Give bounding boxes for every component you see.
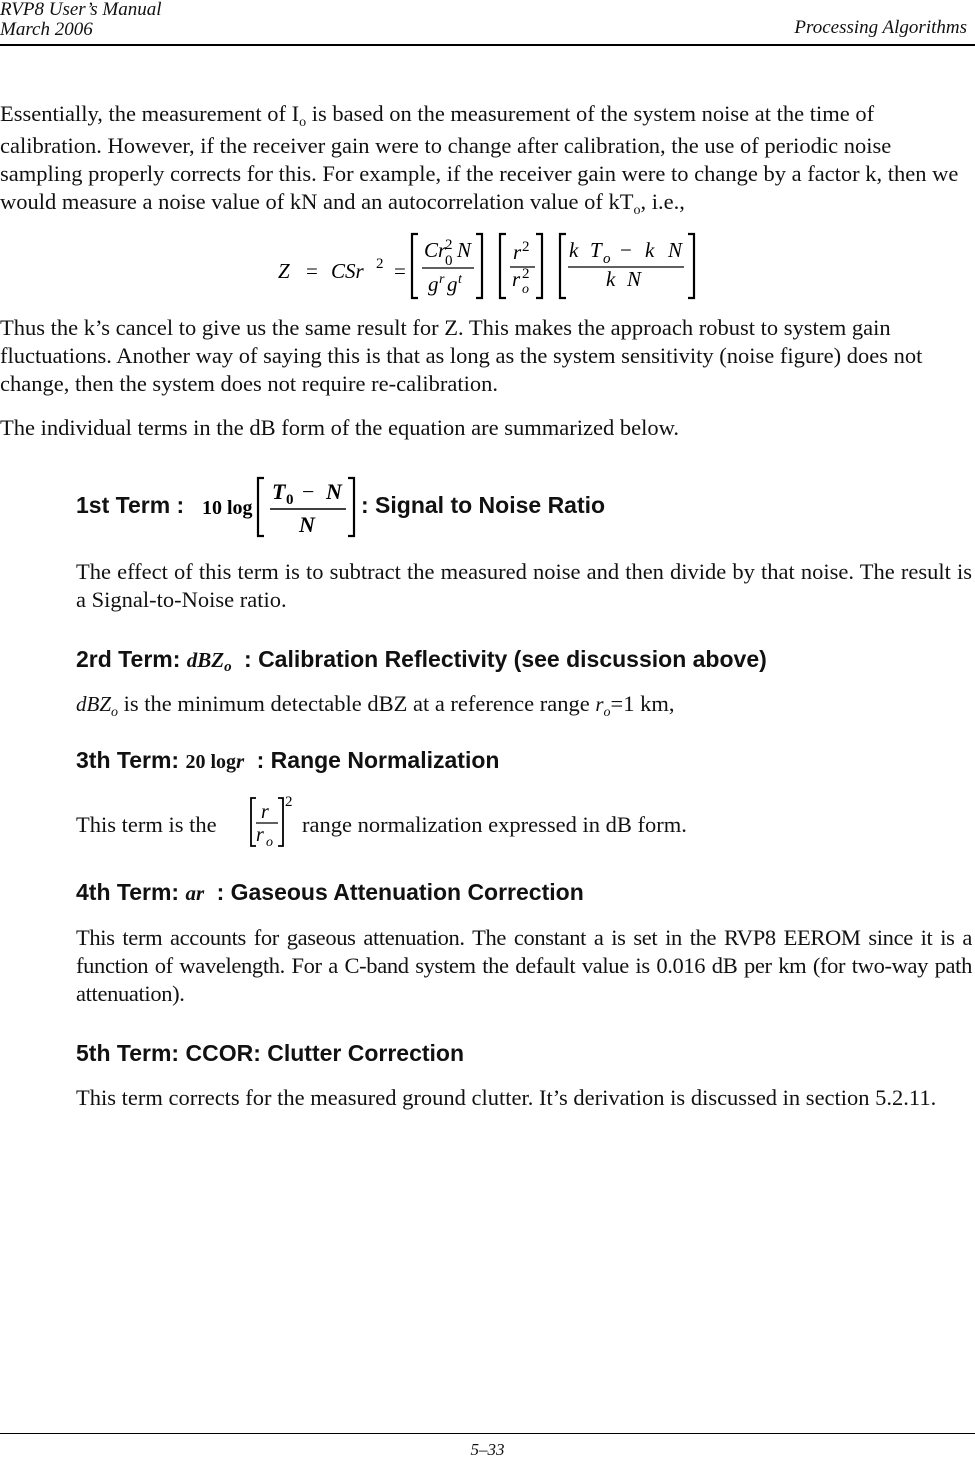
term-1-title: : Signal to Noise Ratio (361, 492, 606, 518)
header-rule (0, 44, 975, 46)
term-3-fraction (244, 790, 298, 852)
eq-t: t (458, 272, 462, 287)
bracket (412, 234, 418, 298)
section-title: Processing Algorithms (794, 17, 967, 38)
bracket (258, 478, 264, 536)
eq-z: Z (278, 259, 290, 283)
term-2-body: dBZ$_o$ is the minimum detectable dBZ at a reference range $r_o=1$ km, (76, 691, 675, 720)
eq-sup: 2 (522, 239, 530, 255)
eq-minus: − (620, 238, 632, 262)
eq-sub: 0 (445, 253, 453, 269)
term-1-heading: 1st Term : (76, 492, 185, 518)
eq-g2: g (447, 272, 458, 296)
eq-r: r (512, 267, 521, 291)
eq-sup: 2 (522, 266, 530, 282)
eq-k: k (645, 238, 655, 262)
t1-t: T (272, 479, 286, 504)
eq-sub: o (603, 251, 611, 267)
term-3-body-b: range normalization expressed in dB form. (302, 812, 687, 837)
eq-k: k (569, 238, 579, 262)
eq-r: r (439, 272, 445, 287)
eq-csr: CSr (331, 259, 364, 283)
bracket (536, 234, 542, 298)
manual-title: RVP8 User’s Manual (0, 0, 162, 20)
bracket (500, 234, 506, 298)
term-3-body-a: This term is the (76, 812, 217, 837)
t3-num: r (261, 801, 269, 823)
eq-t: T (590, 238, 602, 262)
bracket (476, 234, 482, 298)
term-4-heading: 4th Term: ar : Gaseous Attenuation Correction (76, 879, 584, 905)
bracket (688, 234, 694, 298)
eq-n: N (668, 238, 683, 262)
eq-g: g (428, 272, 439, 296)
eq-sub: o (522, 282, 529, 297)
t1-n: N (326, 479, 342, 504)
bracket (560, 234, 566, 298)
t1-den: N (299, 512, 315, 537)
bracket (348, 478, 354, 536)
t3-den-sub: o (266, 835, 273, 850)
bracket (278, 798, 283, 846)
eq-cr: Cr (424, 238, 447, 262)
intro-paragraph-1: Essentially, the measurement of $I_o$ is based on the measurement of the system noise at the time of calibration. However, if the receiver gain were to change after calibration, the use of periodic noise sampling properly corrects for this. For example, if the receiver gain were to change by a factor k, then we would measure a noise value of kN and an autocorrelation value of $kT_o$, i.e., (0, 101, 959, 218)
eq-n: N (627, 267, 642, 291)
t1-coef: 10 log (202, 497, 253, 519)
eq-sup: 2 (445, 237, 453, 253)
term-1-body: The effect of this term is to subtract the measured noise and then divide by that noise. The result is a Signal-to-Noise ratio. (76, 559, 972, 612)
t3-den: r (256, 824, 264, 846)
manual-date: March 2006 (0, 19, 93, 40)
intro-paragraph-2: Thus the k’s cancel to give us the same result for Z. This makes the approach robust to system gain fluctuations. Another way of saying this is that as long as the system sensitivity (noise figure) does not change, then the system does not require re-calibration. (0, 315, 923, 396)
term-2-heading: 2rd Term: dBZo : Calibration Reflectivity (see discussion above) (76, 646, 767, 675)
footer-rule (0, 1433, 975, 1434)
eq-n: N (457, 238, 472, 262)
term-1-formula (198, 474, 364, 540)
term-3-heading: 3th Term: 20 logr : Range Normalization (76, 747, 500, 773)
term-4-body: This term accounts for gaseous attenuation. The constant a is set in the RVP8 EEROM since it is a function of wavelength. For a C-band system the default value is 0.016 dB per km (for two-way path attenuation). (76, 925, 972, 1006)
t3-sup: 2 (285, 794, 293, 810)
eq-sq: 2 (376, 256, 384, 272)
eq-r: r (513, 240, 522, 264)
eq-equals: = (306, 259, 318, 283)
eq-equals-2: = (394, 259, 406, 283)
t2-symbol: dBZo (186, 648, 232, 675)
t1-minus: − (302, 479, 315, 504)
page-header (0, 0, 975, 46)
page-number: 5–33 (470, 1440, 505, 1459)
intro-paragraph-3: The individual terms in the dB form of the equation are summarized below. (0, 415, 679, 440)
term-5-body: This term corrects for the measured ground clutter. It’s derivation is discussed in section 5.2.11. (76, 1085, 937, 1110)
eq-k: k (606, 267, 616, 291)
t1-sub: 0 (286, 492, 294, 508)
main-equation (270, 228, 710, 304)
term-5-heading: 5th Term: CCOR: Clutter Correction (76, 1040, 465, 1066)
